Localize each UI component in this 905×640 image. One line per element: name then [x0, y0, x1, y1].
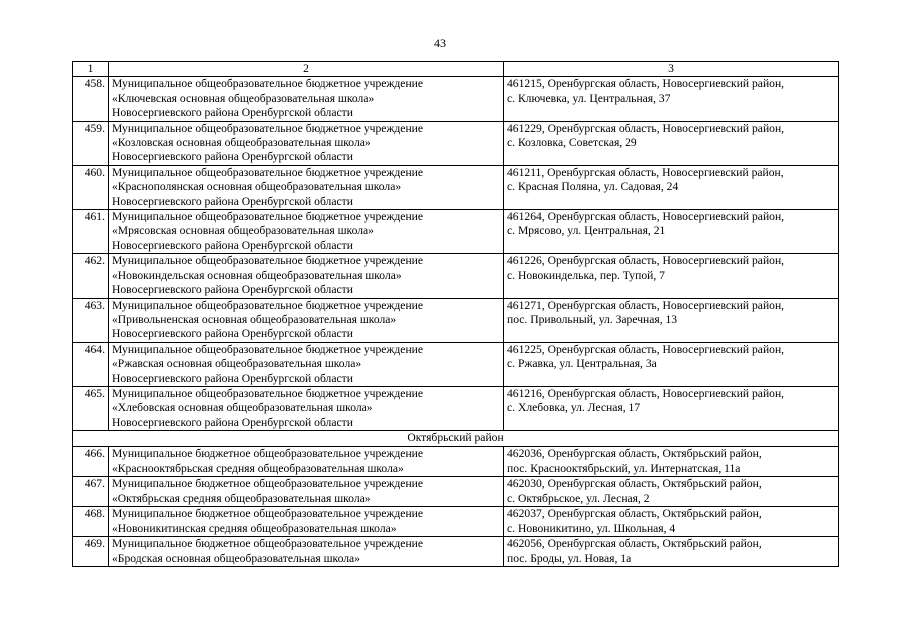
institution-address: 461226, Оренбургская область, Новосергиевский район, с. Новокинделька, пер. Тупой, 7: [504, 254, 839, 298]
institution-address: 462030, Оренбургская область, Октябрьский район, с. Октябрьское, ул. Лесная, 2: [504, 477, 839, 507]
table-row: [73, 477, 839, 507]
institution-address: 461211, Оренбургская область, Новосергиевский район, с. Красная Поляна, ул. Садовая, 24: [504, 165, 839, 209]
column-header-name: 2: [109, 62, 504, 77]
institution-name: Муниципальное общеобразовательное бюджетное учреждение «Краснополянская основная общеобразовательная школа» Новосергиевского района Оренбургской области: [109, 165, 504, 209]
table-row: [73, 507, 839, 537]
institution-address: 462036, Оренбургская область, Октябрьский район, пос. Красноoктябрьский, ул. Интернатская, 11а: [504, 447, 839, 477]
table-header-row: [73, 62, 839, 77]
table-row: [73, 77, 839, 121]
table-row: [73, 210, 839, 254]
row-number: 464.: [73, 342, 109, 386]
institution-name: Муниципальное общеобразовательное бюджетное учреждение «Хлебовская основная общеобразовательная школа» Новосергиевского района Оренбургской области: [109, 386, 504, 430]
institution-name: Муниципальное бюджетное общеобразовательное учреждение «Новоникитинская средняя общеобразовательная школа»: [109, 507, 504, 537]
row-number: 467.: [73, 477, 109, 507]
institution-name: Муниципальное общеобразовательное бюджетное учреждение «Ржавская основная общеобразовательная школа» Новосергиевского района Оренбургской области: [109, 342, 504, 386]
column-header-address: 3: [504, 62, 839, 77]
institution-address: 461271, Оренбургская область, Новосергиевский район, пос. Привольный, ул. Заречная, 13: [504, 298, 839, 342]
institution-name: Муниципальное бюджетное общеобразовательное учреждение «Бродская основная общеобразовательная школа»: [109, 537, 504, 567]
institution-address: 462056, Оренбургская область, Октябрьский район, пос. Броды, ул. Новая, 1а: [504, 537, 839, 567]
institution-address: 461229, Оренбургская область, Новосергиевский район, с. Козловка, Советская, 29: [504, 121, 839, 165]
table-row: [73, 298, 839, 342]
institution-name: Муниципальное общеобразовательное бюджетное учреждение «Новокиндельская основная общеобразовательная школа» Новосергиевского района Оренбургской области: [109, 254, 504, 298]
column-header-number: 1: [73, 62, 109, 77]
institution-address: 461225, Оренбургская область, Новосергиевский район, с. Ржавка, ул. Центральная, 3а: [504, 342, 839, 386]
table-row: [73, 537, 839, 567]
row-number: 468.: [73, 507, 109, 537]
institution-address: 461215, Оренбургская область, Новосергиевский район, с. Ключевка, ул. Центральная, 37: [504, 77, 839, 121]
row-number: 465.: [73, 386, 109, 430]
table-row: [73, 254, 839, 298]
row-number: 462.: [73, 254, 109, 298]
institution-name: Муниципальное общеобразовательное бюджетное учреждение «Козловская основная общеобразовательная школа» Новосергиевского района Оренбургской области: [109, 121, 504, 165]
row-number: 461.: [73, 210, 109, 254]
institution-name: Муниципальное общеобразовательное бюджетное учреждение «Привольненская основная общеобразовательная школа» Новосергиевского района Оренбургской области: [109, 298, 504, 342]
table-row: [73, 342, 839, 386]
institution-name: Муниципальное бюджетное общеобразовательное учреждение «Октябрьская средняя общеобразовательная школа»: [109, 477, 504, 507]
institution-address: 461216, Оренбургская область, Новосергиевский район, с. Хлебовка, ул. Лесная, 17: [504, 386, 839, 430]
row-number: 458.: [73, 77, 109, 121]
row-number: 466.: [73, 447, 109, 477]
row-number: 459.: [73, 121, 109, 165]
institution-name: Муниципальное общеобразовательное бюджетное учреждение «Ключевская основная общеобразовательная школа» Новосергиевского района Оренбургской области: [109, 77, 504, 121]
table-row: [73, 165, 839, 209]
district-heading-row: [73, 431, 839, 447]
page-number: 43: [434, 36, 446, 50]
institution-address: 461264, Оренбургская область, Новосергиевский район, с. Мрясово, ул. Центральная, 21: [504, 210, 839, 254]
table-row: [73, 121, 839, 165]
institution-address: 462037, Оренбургская область, Октябрьский район, с. Новоникитино, ул. Школьная, 4: [504, 507, 839, 537]
table-row: [73, 447, 839, 477]
row-number: 460.: [73, 165, 109, 209]
row-number: 469.: [73, 537, 109, 567]
table-row: [73, 386, 839, 430]
schools-table: [72, 61, 839, 567]
institution-name: Муниципальное общеобразовательное бюджетное учреждение «Мрясовская основная общеобразовательная школа» Новосергиевского района Оренбургской области: [109, 210, 504, 254]
row-number: 463.: [73, 298, 109, 342]
district-heading: Октябрьский район: [73, 431, 839, 447]
institution-name: Муниципальное бюджетное общеобразовательное учреждение «Краснооктябрьская средняя общеобразовательная школа»: [109, 447, 504, 477]
